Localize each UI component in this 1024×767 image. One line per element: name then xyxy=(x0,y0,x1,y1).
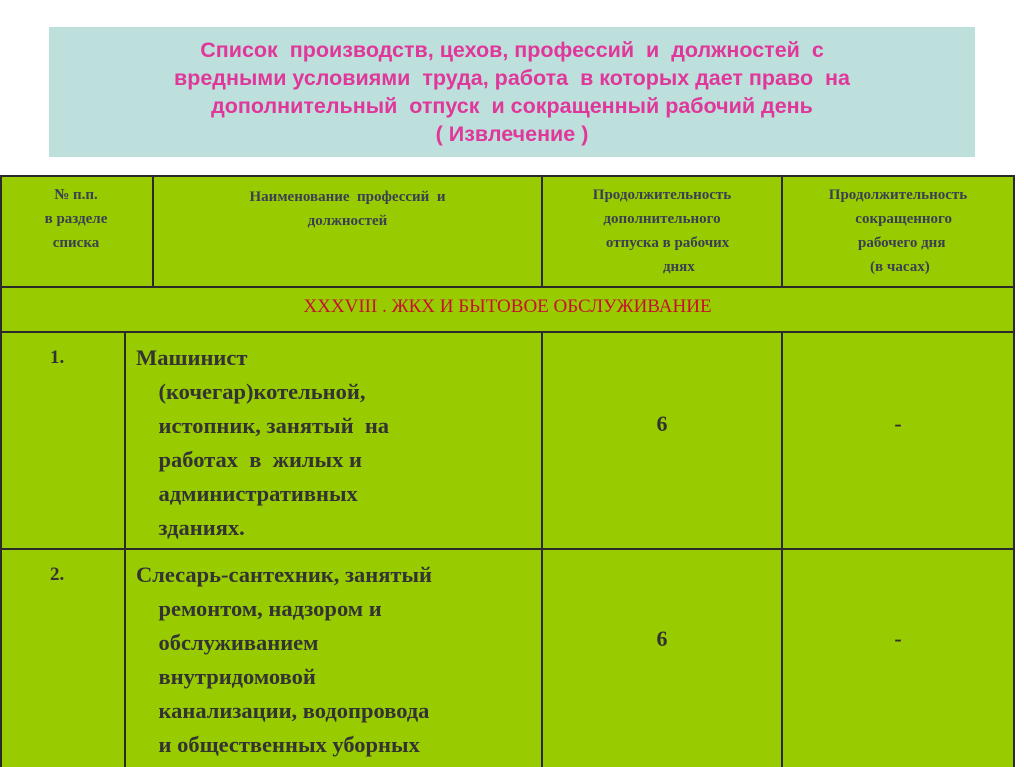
row-2-leave: 6 xyxy=(656,626,668,651)
header-shortday: Продолжительность сокращенного рабочего дня (в часах) xyxy=(828,187,968,275)
row-2-shortday: - xyxy=(894,626,902,651)
row-1-name: Машинист (кочегар)котельной, истопник, занятый на работах в жилых и административных зданиях. xyxy=(136,345,390,540)
section-bottom-border xyxy=(0,331,1015,333)
row-1-number: 1. xyxy=(50,347,65,368)
header-leave: Продолжительность дополнительного отпуска в рабочих днях xyxy=(592,187,732,275)
row-1-shortday: - xyxy=(894,411,902,436)
title-line-3: дополнительный отпуск и сокращенный рабочий день xyxy=(211,94,813,118)
header-bottom-border xyxy=(0,286,1015,288)
title-line-1: Список производств, цехов, профессий и должностей с xyxy=(200,38,824,62)
table-right-border xyxy=(1013,175,1015,767)
header-name: Наименование профессий и должностей xyxy=(249,189,446,229)
row-2-number: 2. xyxy=(50,564,65,585)
section-title: XXXVIII . ЖКХ И БЫТОВОЕ ОБСЛУЖИВАНИЕ xyxy=(303,296,712,317)
title-banner xyxy=(49,27,975,157)
row-divider xyxy=(0,548,1015,550)
title-line-2: вредными условиями труда, работа в которых дает право на xyxy=(174,66,850,90)
header-number: № п.п. в разделе списка xyxy=(44,187,108,251)
row-1-leave: 6 xyxy=(656,411,668,436)
table-left-border xyxy=(0,175,2,767)
hazard-list-table xyxy=(0,175,1015,767)
row-2-name: Слесарь-сантехник, занятый ремонтом, надзором и обслуживанием внутридомовой канализации, водопровода и общественных уборных xyxy=(136,562,433,757)
title-line-4: ( Извлечение ) xyxy=(435,122,589,146)
